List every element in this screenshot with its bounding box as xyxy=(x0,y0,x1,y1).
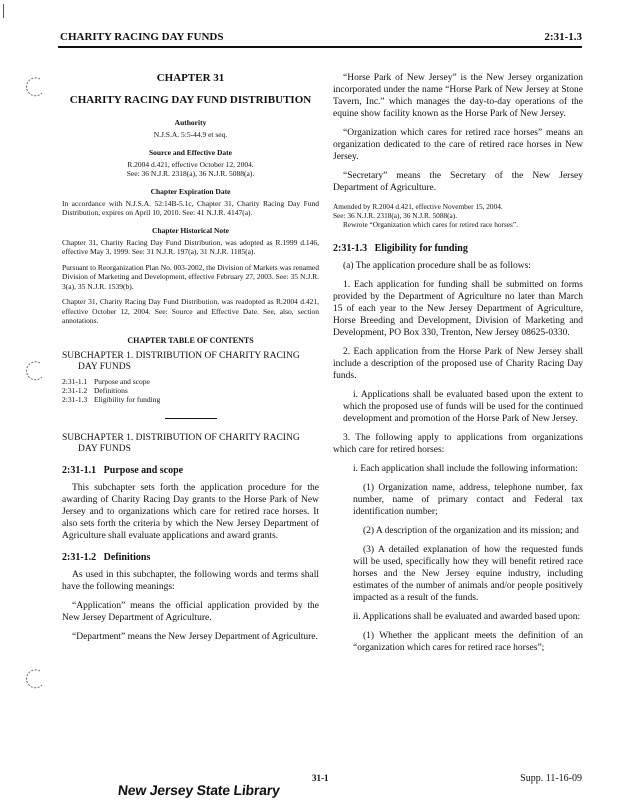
clause-item: (1) Whether the applicant meets the definition of an “organization which cares for retired race horses”; xyxy=(353,631,583,653)
toc-entry-title: Purpose and scope xyxy=(94,376,150,386)
library-stamp: New Jersey State Library xyxy=(117,782,281,798)
history-heading: Chapter Historical Note xyxy=(152,225,229,235)
divider xyxy=(165,418,217,419)
paragraph-item: 1. Each application for funding shall be submitted on forms provided by the Department of Agriculture no later than March 15 of each year to the New Jersey Department of Agriculture, Horse Breeding and Development, Division of Marketing and Development, PO Box 330, Trenton, New Jersey 08625-0330. xyxy=(333,280,583,338)
toc-entry[interactable] xyxy=(62,386,319,395)
running-header xyxy=(58,28,582,48)
subparagraph-item: ii. Applications shall be evaluated and awarded based upon: xyxy=(353,612,581,622)
section-paragraph: This subchapter sets forth the application procedure for the awarding of Charity Racing Day grants to the Horse Park of New Jersey and to organizations which care for retired race horses. It also sets forth the criteria by which the New Jersey Department of Agriculture shall evaluate applications and award grants. xyxy=(62,482,319,541)
header-title: CHARITY RACING DAY FUNDS xyxy=(60,31,224,43)
history-note: Chapter 31, Charity Racing Day Fund Distribution, was readopted as R.2004 d.421, effective October 12, 2004. See: Source and Effective Date. See, also, section annotations. xyxy=(62,297,319,325)
toc-entry-title: Eligibility for funding xyxy=(94,394,161,404)
section-heading: 2:31-1.3 Eligibility for funding xyxy=(333,243,468,254)
source-line: See: 36 N.J.R. 2318(a), 36 N.J.R. 5088(a). xyxy=(126,169,255,178)
subchapter-title: SUBCHAPTER 1. DISTRIBUTION OF CHARITY RACING DAY FUNDS xyxy=(62,432,300,454)
toc-entry-title: Definitions xyxy=(94,385,128,395)
punch-hole-icon xyxy=(24,668,46,690)
clause-item: (2) A description of the organization and its mission; and xyxy=(363,526,579,536)
amendment-note: See: 36 N.J.R. 2318(a), 36 N.J.R. 5088(a). xyxy=(333,211,458,220)
header-section: 2:31-1.3 xyxy=(544,31,582,43)
toc-entry[interactable] xyxy=(62,377,319,386)
paragraph-item: 3. The following apply to applications from organizations which care for retired horses: xyxy=(333,433,583,455)
paragraph-item: 2. Each application from the Horse Park of New Jersey shall include a description of the proposed use of Charity Racing Day funds. xyxy=(333,347,583,381)
source-heading: Source and Effective Date xyxy=(149,147,232,157)
section-heading: 2:31-1.1 Purpose and scope xyxy=(62,464,184,476)
section-paragraph: As used in this subchapter, the following words and terms shall have the following meanings: xyxy=(62,569,319,592)
toc-entry[interactable] xyxy=(62,395,319,404)
subparagraph-item: i. Applications shall be evaluated based upon the extent to which the proposed use of funds will be used for the continued development and promotion of the Horse Park of New Jersey. xyxy=(343,390,583,424)
toc-entry-number: 2:31-1.2 xyxy=(62,385,88,395)
definition: “Horse Park of New Jersey” is the New Jersey organization incorporated under the name “Horse Park of New Jersey at Stone Tavern, Inc.” which manages the day-to-day operations of the equine show facility known as the Horse Park of New Jersey. xyxy=(333,73,583,119)
section-heading: 2:31-1.2 Definitions xyxy=(62,551,151,563)
expiration-text: In accordance with N.J.S.A. 52:14B-5.1c, Chapter 31, Charity Racing Day Fund Distribution, expires on April 10, 2010. See: 41 N.J.R. 4147(a). xyxy=(62,198,319,217)
clause-item: (1) Organization name, address, telephone number, fax number, name of primary contact and Federal tax identification number; xyxy=(353,483,583,517)
definition: “Department” means the New Jersey Department of Agriculture. xyxy=(72,631,318,642)
authority-heading: Authority xyxy=(174,118,207,127)
left-column xyxy=(62,72,319,650)
subparagraph-item: i. Each application shall include the following information: xyxy=(353,464,578,474)
toc-entry-number: 2:31-1.1 xyxy=(62,376,88,386)
history-note: Chapter 31, Charity Racing Day Fund Distribution, was adopted as R.1999 d.146, effective May 3, 1999. See: 31 N.J.R. 197(a), 31 N.J.R. 1185(a). xyxy=(62,237,319,256)
toc-subchapter: SUBCHAPTER 1. DISTRIBUTION OF CHARITY RACING DAY FUNDS xyxy=(62,350,300,372)
authority-text: N.J.S.A. 5:5-44.9 et seq. xyxy=(153,130,228,139)
page-number: 31-1 xyxy=(312,773,329,783)
chapter-title: CHARITY RACING DAY FUND DISTRIBUTION xyxy=(69,94,312,106)
clause-item: (3) A detailed explanation of how the requested funds will be used, specifically how they will benefit retired race horses and the New Jersey equine industry, including estimates of the number of animals and/or people positively impacted as a result of the funds. xyxy=(353,545,583,603)
supplement-date: Supp. 11-16-09 xyxy=(520,773,582,784)
definition: “Application” means the official application provided by the New Jersey Department of Agriculture. xyxy=(62,600,319,623)
scan-mark xyxy=(3,4,4,18)
punch-hole-icon xyxy=(24,360,46,382)
right-column xyxy=(333,72,583,661)
expiration-heading: Chapter Expiration Date xyxy=(150,186,231,196)
punch-hole-icon xyxy=(24,76,46,98)
toc-entry-number: 2:31-1.3 xyxy=(62,394,88,404)
definition: “Organization which cares for retired race horses” means an organization dedicated to the care of retired race horses in New Jersey. xyxy=(333,128,583,162)
source-line: R.2004 d.421, effective October 12, 2004. xyxy=(127,159,254,169)
amendment-note: Amended by R.2004 d.421, effective November 15, 2004. xyxy=(333,202,503,211)
toc-heading: CHAPTER TABLE OF CONTENTS xyxy=(127,335,254,345)
chapter-number: CHAPTER 31 xyxy=(156,72,225,84)
definition: “Secretary” means the Secretary of the New Jersey Department of Agriculture. xyxy=(333,171,583,193)
subsection: (a) The application procedure shall be as follows: xyxy=(343,261,531,271)
history-note: Pursuant to Reorganization Plan No. 003-2002, the Division of Markets was renamed Division of Marketing and Development, effective February 27, 2003. See: 35 N.J.R. 3(a), 35 N.J.R. 1539(b). xyxy=(62,262,319,291)
amendment-note: Rewrote “Organization which cares for retired race horses”. xyxy=(343,220,518,229)
